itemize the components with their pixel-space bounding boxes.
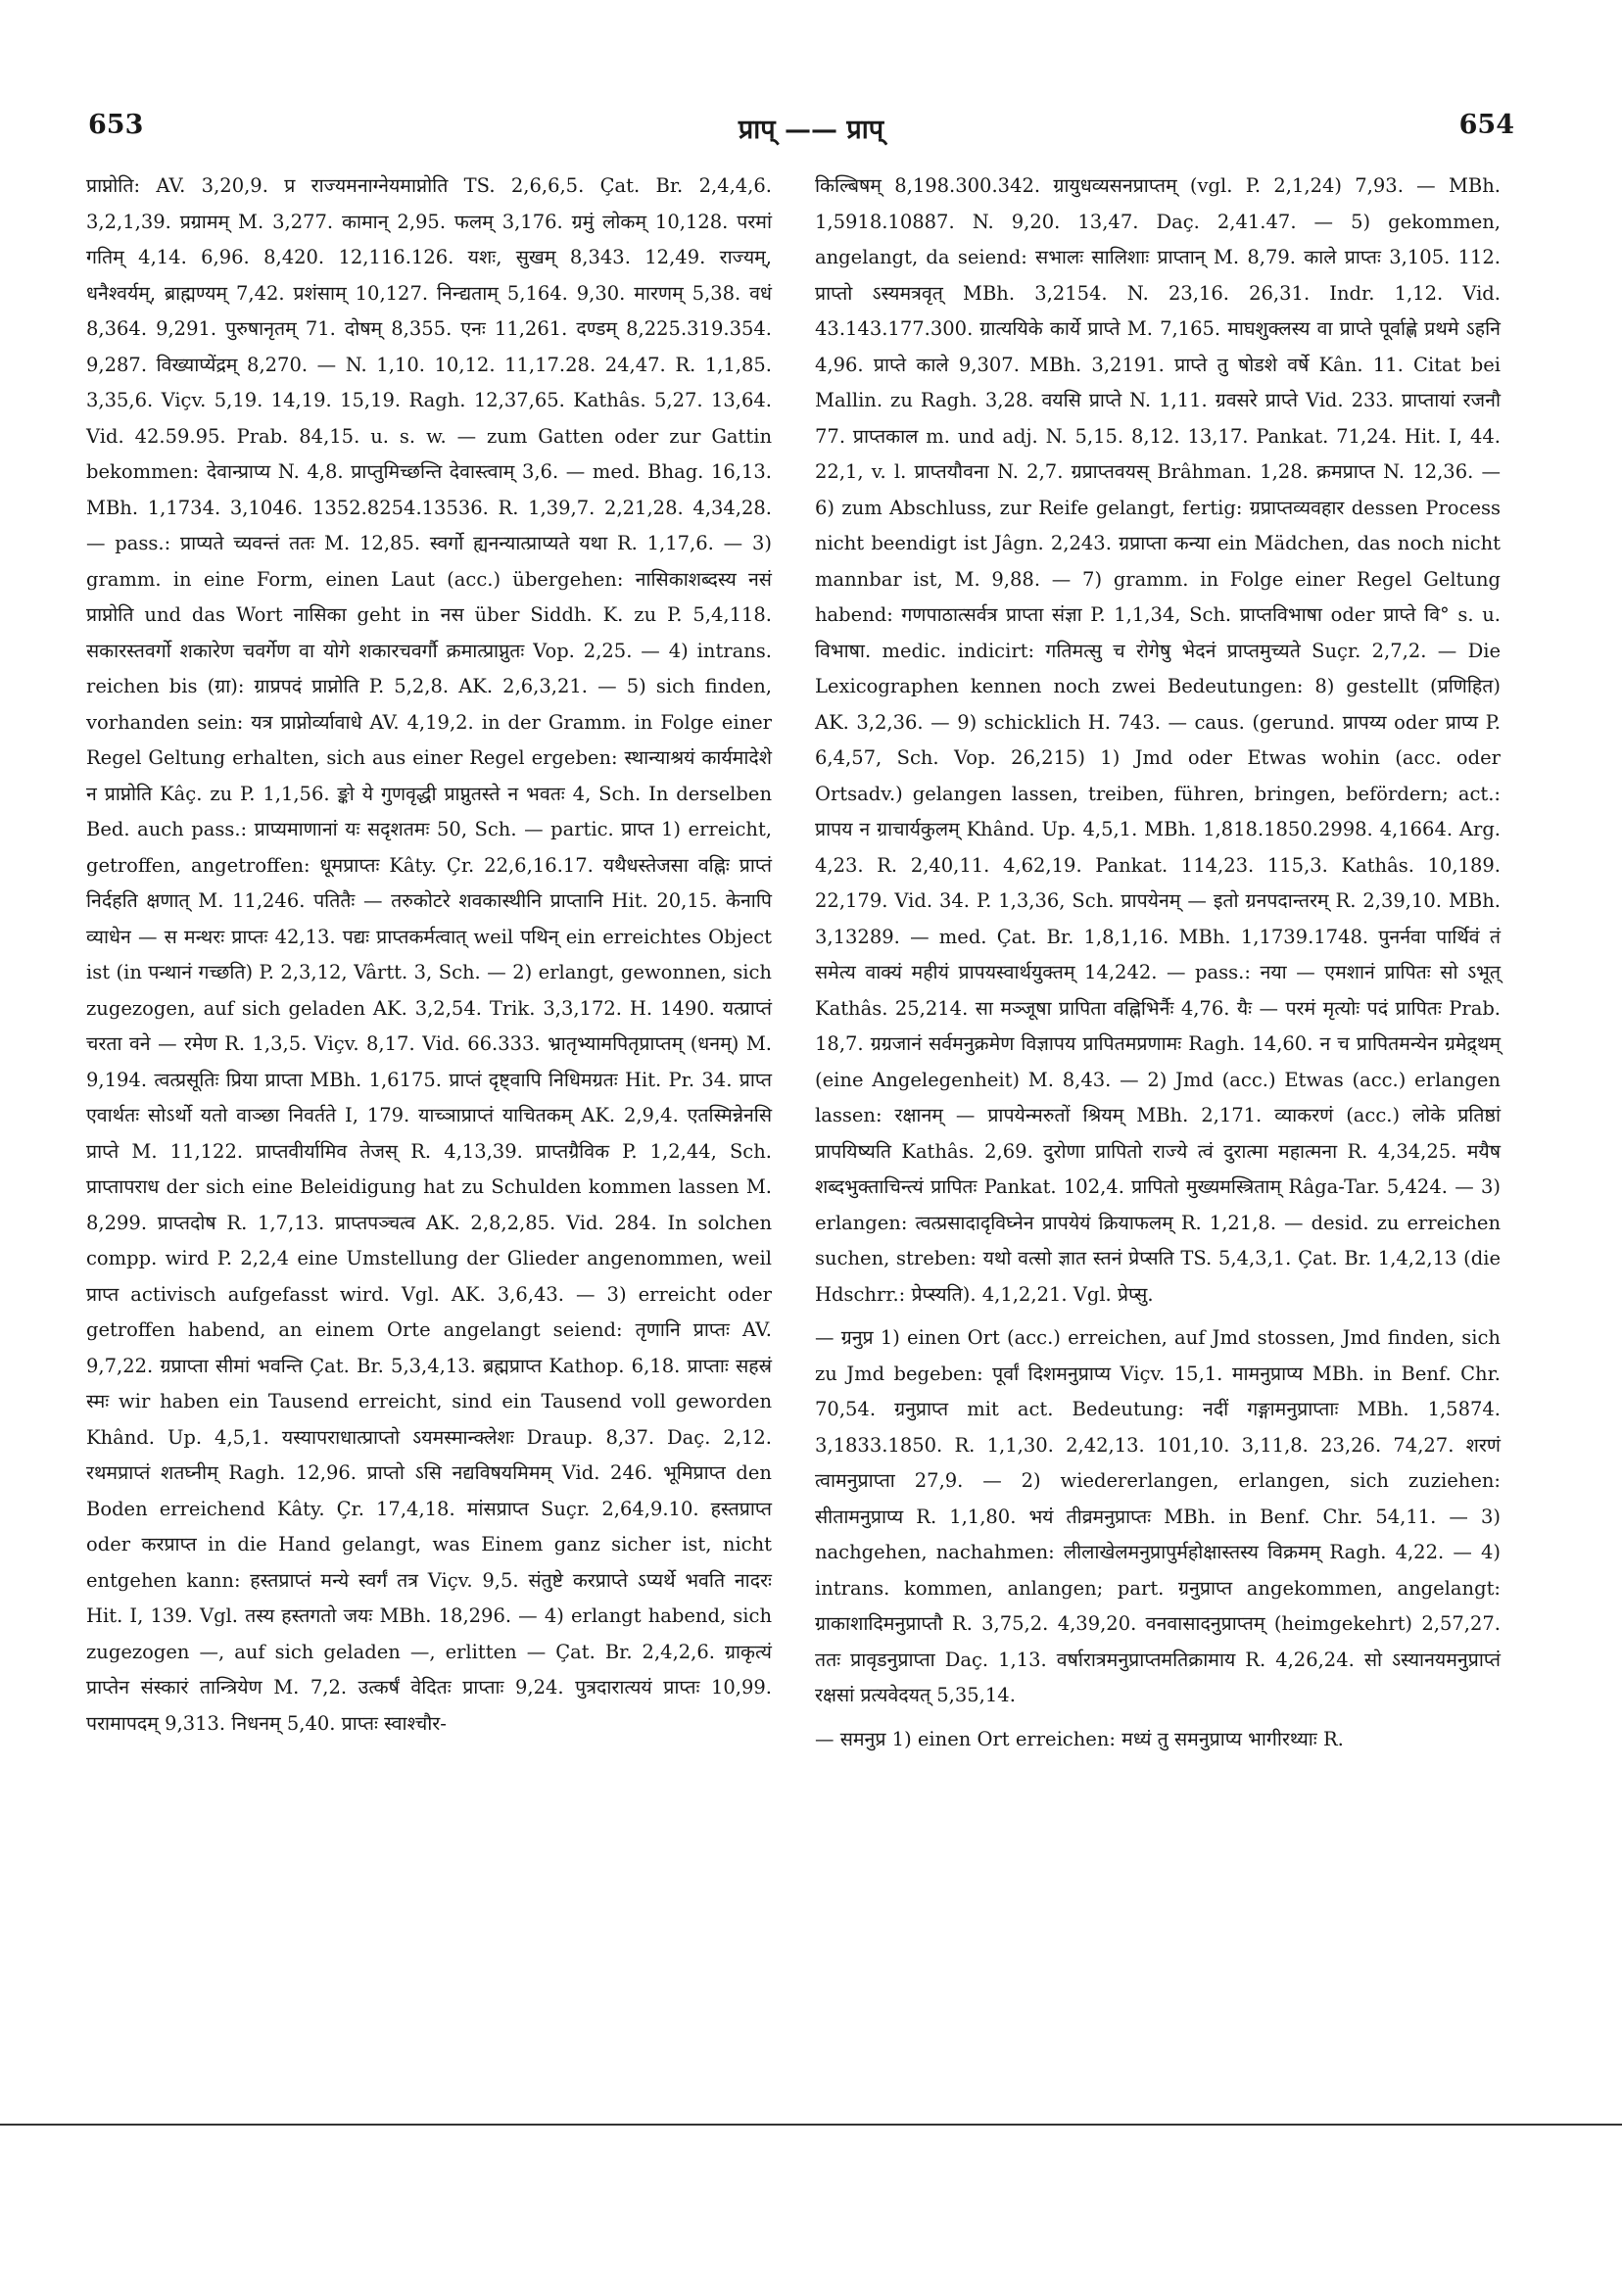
entry-anupra: — ग्रनुप्र 1) einen Ort (acc.) erreichen, auf Jmd stossen, Jmd finden, sich zu Jmd begeben: पूर्वां दिशमनुप्राप्य Viçv. 15,1. मामनुप्राप्य MBh. in Benf. Chr. 70,54. ग्रनुप्राप्त mit act. Bedeutung: नदीं गङ्गामनुप्राप्ताः MBh. 1,5874. 3,1833.1850. R. 1,1,30. 2,42,13. 101,10. 3,11,8. 23,26. 74,27. शरणं त्वामनुप्राप्ता 27,9. — 2) wiedererlangen, erlangen, sich zuziehen: सीतामनुप्राप्य R. 1,1,80. भयं तीव्रमनुप्राप्तः MBh. in Benf. Chr. 54,11. — 3) nachgehen, nachahmen: लीलाखेलमनुप्रापुर्महोक्षास्तस्य विक्रमम् Ragh. 4,22. — 4) intrans. kommen, anlangen; part. ग्रनुप्राप्त angekommen, angelangt: ग्राकाशादिमनुप्राप्तौ R. 3,75,2. 4,39,20. वनवासादनुप्राप्तम् (heimgekehrt) 2,57,27. ततः प्रावृडनुप्राप्ता Daç. 1,13. वर्षारात्रमनुप्राप्तमतिक्रामाय R. 4,26,24. सो ऽस्यानयमनुप्राप्तं रक्षसां प्रत्यवेदयत् 5,35,14. bbox=[815, 1326, 1501, 1706]
page-number-left: 653 bbox=[88, 110, 144, 140]
entry-samanupra: — समनुप्र 1) einen Ort erreichen: मध्यं तु समनुप्राप्य भागीरथ्याः R. bbox=[815, 1727, 1344, 1750]
right-paragraph: किल्बिषम् 8,198.300.342. ग्रायुधव्यसनप्राप्तम् (vgl. P. 2,1,24) 7,93. — MBh. 1,5918.10887. N. 9,20. 13,47. Daç. 2,41.47. — 5) gekommen, angelangt, da seiend: सभालः सालिशाः प्राप्तान् M. 8,79. काले प्राप्तः 3,105. 112. प्राप्तो ऽस्यमत्रवृत् MBh. 3,2154. N. 23,16. 26,31. Indr. 1,12. Vid. 43.143.177.300. ग्रात्ययिके कार्ये प्राप्ते M. 7,165. माघशुक्लस्य वा प्राप्ते पूर्वाह्णे प्रथमे ऽहनि 4,96. प्राप्ते काले 9,307. MBh. 3,2191. प्राप्ते तु षोडशे वर्षे Kân. 11. Citat bei Mallin. zu Ragh. 3,28. वयसि प्राप्ते N. 1,11. ग्रवसरे प्राप्ते Vid. 233. प्राप्तायां रजनौ 77. प्राप्तकाल m. und adj. N. 5,15. 8,12. 13,17. Pankat. 71,24. Hit. I, 44. 22,1, v. l. प्राप्तयौवना N. 2,7. ग्रप्राप्तवयस् Brâhman. 1,28. क्रमप्राप्त N. 12,36. — 6) zum Abschluss, zur Reife gelangt, fertig: ग्रप्राप्तव्यवहार dessen Process nicht beendigt ist Jâgn. 2,243. ग्रप्राप्ता कन्या ein Mädchen, das noch nicht mannbar ist, M. 9,88. — 7) gramm. in Folge einer Regel Geltung habend: गणपाठात्सर्वत्र प्राप्ता संज्ञा P. 1,1,34, Sch. प्राप्तविभाषा oder प्राप्ते वि° s. u. विभाषा. medic. indicirt: गतिमत्सु च रोगेषु भेदनं प्राप्तमुच्यते Suçr. 2,7,2. — Die Lexicographen kennen noch zwei Bedeutungen: 8) gestellt (प्रणिहित) AK. 3,2,36. — 9) schicklich H. 743. — caus. (gerund. प्रापय्य oder प्राप्य P. 6,4,57, Sch. Vop. 26,215) 1) Jmd oder Etwas wohin (acc. oder Ortsadv.) gelangen lassen, treiben, führen, bringen, befördern; act.: प्रापय न ग्राचार्यकुलम् Khând. Up. 4,5,1. MBh. 1,818.1850.2998. 4,1664. Arg. 4,23. R. 2,40,11. 4,62,19. Pankat. 114,23. 115,3. Kathâs. 10,189. 22,179. Vid. 34. P. 1,3,36, Sch. प्रापयेनम् — इतो ग्रनपदान्तरम् R. 2,39,10. MBh. 3,13289. — med. Çat. Br. 1,8,1,16. MBh. 1,1739.1748. पुनर्नवा पार्थिवं तं समेत्य वाक्यं महीयं प्रापयस्वार्थयुक्तम् 14,242. — pass.: नया — एमशानं प्रापितः सो ऽभूत् Kathâs. 25,214. सा मञ्जूषा प्रापिता वह्निभिर्नैः 4,76. यैः — परमं मृत्योः पदं प्रापितः Prab. 18,7. ग्रग्रजानं सर्वमनुक्रमेण विज्ञापय प्रापितमप्रणामः Ragh. 14,60. न च प्रापितमन्येन ग्रमेद्र्थम् (eine Angelegenheit) M. 8,43. — 2) Jmd (acc.) Etwas (acc.) erlangen lassen: रक्षानम् — प्रापयेन्मरुतों श्रियम् MBh. 2,171. व्याकरणं (acc.) लोके प्रतिष्ठां प्रापयिष्यति Kathâs. 2,69. दुरोणा प्रापितो राज्ये त्वं दुरात्मा महात्मना R. 4,34,25. मयैष शब्दभुक्ताचिन्त्यं प्रापितः Pankat. 102,4. प्रापितो मुख्यमस्त्रिताम् Râga-Tar. 5,424. — 3) erlangen: त्वत्प्रसादादृविघ्नेन प्रापयेयं क्रियाफलम् R. 1,21,8. — desid. zu erreichen suchen, streben: यथो वत्सो ज्ञात स्तनं प्रेप्सति TS. 5,4,3,1. Çat. Br. 1,4,2,13 (die Hdschrr.: प्रेप्स्यति). 4,1,2,21. Vgl. प्रेप्सु. bbox=[815, 174, 1501, 1306]
footer-rule bbox=[0, 2124, 1622, 2126]
page-number-right: 654 bbox=[1458, 110, 1514, 140]
running-title: प्राप् —— प्राप् bbox=[738, 115, 884, 145]
right-column bbox=[815, 168, 1501, 1757]
left-column bbox=[86, 168, 772, 1742]
left-paragraph: प्राप्नोति: AV. 3,20,9. प्र राज्यमनाग्नेयमाप्नोति TS. 2,6,6,5. Çat. Br. 2,4,4,6. 3,2,1,39. प्रग्रामम् M. 3,277. कामान् 2,95. फलम् 3,176. ग्रमुं लोकम् 10,128. परमां गतिम् 4,14. 6,96. 8,420. 12,116.126. यशः, सुखम् 8,343. 12,49. राज्यम्, धनैश्वर्यम्, ब्राह्मण्यम् 7,42. प्रशंसाम् 10,127. निन्द्यताम् 5,164. 9,30. मारणम् 5,38. वधं 8,364. 9,291. पुरुषानृतम् 71. दोषम् 8,355. एनः 11,261. दण्डम् 8,225.319.354. 9,287. विख्याप्येंद्रम् 8,270. — N. 1,10. 10,12. 11,17.28. 24,47. R. 1,1,85. 3,35,6. Viçv. 5,19. 14,19. 15,19. Ragh. 12,37,65. Kathâs. 5,27. 13,64. Vid. 42.59.95. Prab. 84,15. u. s. w. — zum Gatten oder zur Gattin bekommen: देवान्प्राप्य N. 4,8. प्राप्तुमिच्छन्ति देवास्त्वाम् 3,6. — med. Bhag. 16,13. MBh. 1,1734. 3,1046. 1352.8254.13536. R. 1,39,7. 2,21,28. 4,34,28. — pass.: प्राप्यते च्यवन्तं ततः M. 12,85. स्वर्गो ह्यनन्यात्प्राप्यते यथा R. 1,17,6. — 3) gramm. in eine Form, einen Laut (acc.) übergehen: नासिकाशब्दस्य नसं प्राप्नोति und das Wort नासिका geht in नस über Siddh. K. zu P. 5,4,118. सकारस्तवर्गो शकारेण चवर्गेण वा योगे शकारचवर्गौ क्रमात्प्राप्नुतः Vop. 2,25. — 4) intrans. reichen bis (ग्रा): ग्राप्रपदं प्राप्नोति P. 5,2,8. AK. 2,6,3,21. — 5) sich finden, vorhanden sein: यत्र प्राप्नोर्व्यावाधे AV. 4,19,2. in der Gramm. in Folge einer Regel Geltung erhalten, sich aus einer Regel ergeben: स्थान्याश्रयं कार्यमादेशे न प्राप्नोति Kâç. zu P. 1,1,56. ङ्को ये गुणवृद्धी प्राप्नुतस्ते न भवतः 4, Sch. In derselben Bed. auch pass.: प्राप्यमाणानां यः सदृशतमः 50, Sch. — partic. प्राप्त 1) erreicht, getroffen, angetroffen: धूमप्राप्तः Kâty. Çr. 22,6,16.17. यथैधस्तेजसा वह्निः प्राप्तं निर्दहति क्षणात् M. 11,246. पतितैः — तरुकोटरे शवकास्थीनि प्राप्तानि Hit. 20,15. केनापि व्याधेन — स मन्थरः प्राप्तः 42,13. पद्यः प्राप्तकर्मत्वात् weil पथिन् ein erreichtes Object ist (in पन्थानं गच्छति) P. 2,3,12, Vârtt. 3, Sch. — 2) erlangt, gewonnen, sich zugezogen, auf sich geladen AK. 3,2,54. Trik. 3,3,172. H. 1490. यत्प्राप्तं चरता वने — रमेण R. 1,3,5. Viçv. 8,17. Vid. 66.333. भ्रातृभ्यामपितृप्राप्तम् (धनम्) M. 9,194. त्वत्प्रसूतिः प्रिया प्राप्ता MBh. 1,6175. प्राप्तं दृष्ट्वापि निधिमग्रतः Hit. Pr. 34. प्राप्त एवार्थतः सोऽर्थो यतो वाञ्छा निवर्तते I, 179. याच्ञाप्राप्तं याचितकम् AK. 2,9,4. एतस्मिन्नेनसि प्राप्ते M. 11,122. प्राप्तवीर्यामिव तेजस् R. 4,13,39. प्राप्तग्रैविक P. 1,2,44, Sch. प्राप्तापराध der sich eine Beleidigung hat zu Schulden kommen lassen M. 8,299. प्राप्तदोष R. 1,7,13. प्राप्तपञ्चत्व AK. 2,8,2,85. Vid. 284. In solchen compp. wird P. 2,2,4 eine Umstellung der Glieder angenommen, weil प्राप्त activisch aufgefasst wird. Vgl. AK. 3,6,43. — 3) erreicht oder getroffen habend, an einem Orte angelangt seiend: तृणानि प्राप्तः AV. 9,7,22. ग्रप्राप्ता सीमां भवन्ति Çat. Br. 5,3,4,13. ब्रह्मप्राप्त Kathop. 6,18. प्राप्ताः सहस्रं स्मः wir haben ein Tausend erreicht, sind ein Tausend voll geworden Khând. Up. 4,5,1. यस्यापराधात्प्राप्तो ऽयमस्मान्क्लेशः Draup. 8,37. Daç. 2,12. रथमप्राप्तं शतघ्नीम् Ragh. 12,96. प्राप्तो ऽसि नद्यविषयमिमम् Vid. 246. भूमिप्राप्त den Boden erreichend Kâty. Çr. 17,4,18. मांसप्राप्त Suçr. 2,64,9.10. हस्तप्राप्त oder करप्राप्त in die Hand gelangt, was Einem ganz sicher ist, nicht entgehen kann: हस्तप्राप्तं मन्ये स्वर्गं तत्र Viçv. 9,5. संतुष्टे करप्राप्ते ऽप्यर्थे भवति नादरः Hit. I, 139. Vgl. तस्य हस्तगतो जयः MBh. 18,296. — 4) erlangt habend, sich zugezogen —, auf sich geladen —, erlitten — Çat. Br. 2,4,2,6. ग्राकृत्यं प्राप्तेन संस्कारं तान्त्रियेण M. 7,2. उत्कर्षं वेदितः प्राप्ताः 9,24. पुत्रदारात्ययं प्राप्तः 10,99. परामापदम् 9,313. निधनम् 5,40. प्राप्तः स्वाश्चौर- bbox=[86, 174, 772, 1735]
